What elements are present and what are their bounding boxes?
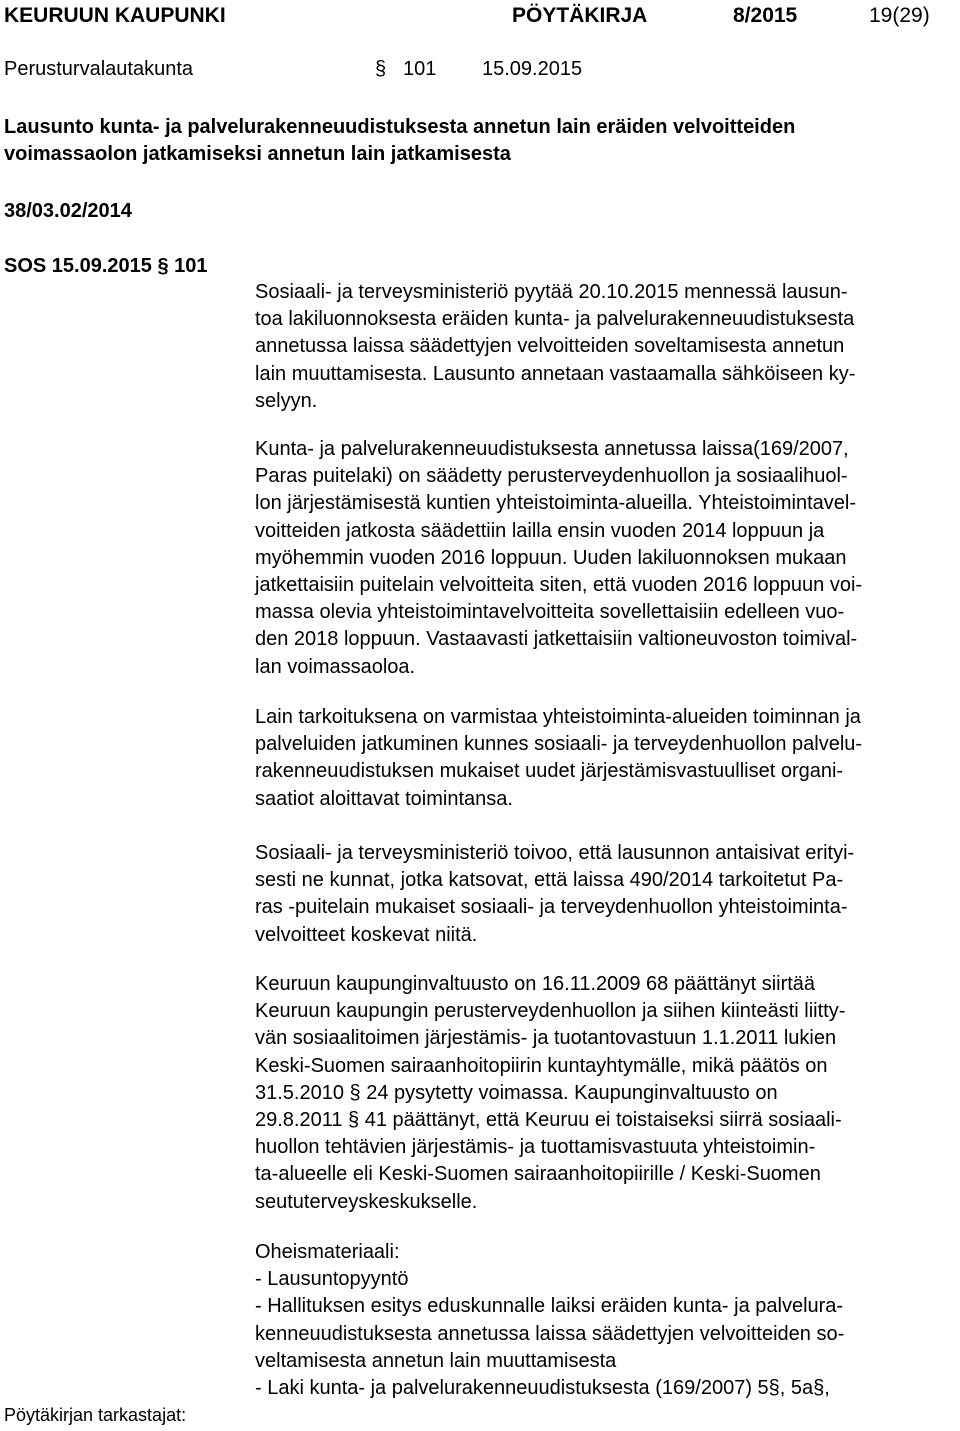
text-line: vän sosiaalitoimen järjestämis- ja tuotantovastuun 1.1.2011 lukien	[255, 1027, 837, 1050]
text-line: huollon tehtävien järjestämis- ja tuottamisvastuuta yhteistoimin-	[255, 1136, 816, 1159]
text-line: selyyn.	[255, 389, 318, 412]
paragraph-attachments	[255, 1239, 844, 1402]
text-line: Sosiaali- ja terveysministeriö pyytää 20.10.2015 mennessä lausun-	[255, 281, 848, 303]
paragraph-background	[255, 436, 862, 681]
text-line: Sosiaali- ja terveysministeriö toivoo, että lausunnon antaisivat erityi-	[255, 842, 855, 864]
text-line: sesti ne kunnat, jotka katsovat, että laissa 490/2014 tarkoitetut Pa-	[255, 869, 844, 892]
page-number: 19(29)	[869, 4, 930, 27]
text-line: rakenneuudistuksen mukaiset uudet järjestämisvastuulliset organi-	[255, 760, 844, 783]
text-line: lain muuttamisesta. Lausunto annetaan vastaamalla sähköiseen ky-	[255, 362, 856, 385]
text-line: 29.8.2011 § 41 päättänyt, että Keuruu ei toistaiseksi siirrä sosiaali-	[255, 1109, 842, 1132]
text-line: voitteiden jatkosta säädettiin lailla ensin vuoden 2014 loppuun ja	[255, 519, 825, 542]
paragraph-ministry-request	[255, 840, 854, 949]
text-line: seututerveyskeskukselle.	[255, 1190, 478, 1213]
text-line: Kunta- ja palvelurakenneuudistuksesta annetussa laissa(169/2007,	[255, 438, 849, 460]
paragraph-request	[255, 279, 855, 415]
document-type: PÖYTÄKIRJA	[512, 4, 648, 27]
organization-name: KEURUUN KAUPUNKI	[4, 4, 226, 27]
board-name: Perusturvalautakunta	[4, 58, 194, 80]
text-line: lan voimassaoloa.	[255, 655, 416, 678]
meeting-date: 15.09.2015	[482, 58, 583, 80]
text-line: - Lausuntopyyntö	[255, 1268, 409, 1291]
text-line: annetussa laissa säädettyjen velvoitteiden soveltamisesta annetun	[255, 335, 845, 358]
section-sign-icon: §	[375, 58, 387, 80]
text-line: toa lakiluonnoksesta eräiden kunta- ja palvelurakenneuudistuksesta	[255, 308, 855, 331]
text-line: myöhemmin vuoden 2016 loppuun. Uuden lakiluonnoksen mukaan	[255, 546, 847, 569]
text-line: ras -puitelain mukaiset sosiaali- ja terveydenhuollon yhteistoiminta-	[255, 896, 848, 919]
text-line: palveluiden jatkuminen kunnes sosiaali- ja terveydenhuollon palvelu-	[255, 733, 863, 756]
text-line: Oheismateriaali:	[255, 1241, 400, 1263]
text-line: Keski-Suomen sairaanhoitopiirin kuntayhtymälle, mikä päätös on	[255, 1054, 828, 1077]
text-line: saatiot aloittavat toimintansa.	[255, 787, 513, 810]
text-line: Lain tarkoituksena on varmistaa yhteistoiminta-alueiden toiminnan ja	[255, 706, 861, 728]
text-line: Keuruun kaupungin perusterveydenhuollon ja siihen kiinteästi liitty-	[255, 1000, 846, 1023]
text-line: massa olevia yhteistoimintavelvoitteita sovellettaisiin edelleen vuo-	[255, 601, 845, 624]
diary-number: 38/03.02/2014	[4, 200, 132, 222]
text-line: den 2018 loppuun. Vastaavasti jatkettaisiin valtioneuvoston toimival-	[255, 628, 858, 651]
text-line: - Laki kunta- ja palvelurakenneuudistuksesta (169/2007) 5§, 5a§,	[255, 1377, 830, 1400]
text-line: ta-alueelle eli Keski-Suomen sairaanhoitopiirille / Keski-Suomen	[255, 1163, 821, 1186]
text-line: kenneuudistuksesta annetussa laissa säädettyjen velvoitteiden so-	[255, 1322, 845, 1345]
section-number: 101	[403, 58, 437, 80]
meeting-number: 8/2015	[733, 4, 798, 27]
paragraph-purpose	[255, 704, 862, 813]
reviewers-label: Pöytäkirjan tarkastajat:	[4, 1405, 187, 1425]
matter-title-line-1: Lausunto kunta- ja palvelurakenneuudistuksesta annetun lain eräiden velvoitteiden	[4, 116, 796, 138]
text-line: jatkettaisiin puitelain velvoitteita siten, että vuoden 2016 loppuun voi-	[255, 574, 863, 597]
text-line: Paras puitelaki) on säädetty perusterveydenhuollon ja sosiaalihuol-	[255, 465, 848, 488]
text-line: Keuruun kaupunginvaltuusto on 16.11.2009 68 päättänyt siirtää	[255, 973, 816, 995]
matter-title-line-2: voimassaolon jatkamiseksi annetun lain jatkamisesta	[4, 143, 511, 165]
meeting-reference: SOS 15.09.2015 § 101	[4, 255, 208, 277]
text-line: - Hallituksen esitys eduskunnalle laiksi eräiden kunta- ja palvelura-	[255, 1295, 844, 1318]
paragraph-council-decisions	[255, 971, 845, 1216]
text-line: veltamisesta annetun lain muuttamisesta	[255, 1349, 617, 1372]
text-line: 31.5.2010 § 24 pysytetty voimassa. Kaupunginvaltuusto on	[255, 1081, 778, 1104]
text-line: velvoitteet koskevat niitä.	[255, 923, 478, 946]
text-line: lon järjestämisestä kuntien yhteistoiminta-alueilla. Yhteistoimintavel-	[255, 492, 857, 515]
